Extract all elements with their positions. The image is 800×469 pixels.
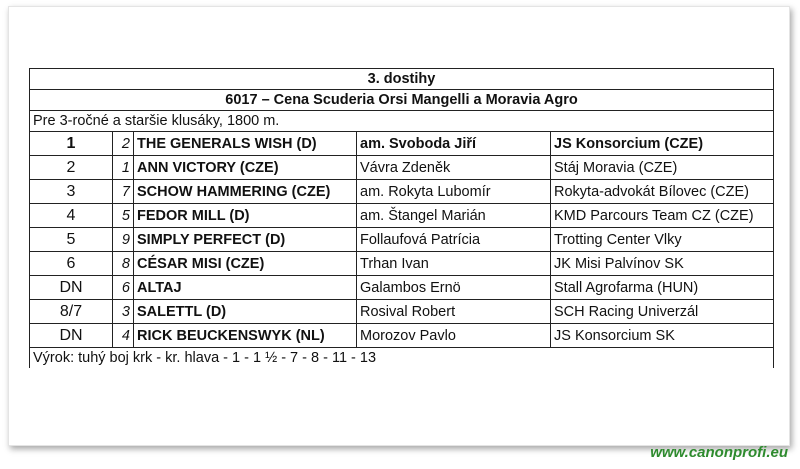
watermark-url: www.canonprofi.eu [650, 444, 788, 461]
start-number: 6 [113, 276, 134, 300]
race-title: 3. dostihy [30, 69, 774, 90]
owner-name: Trotting Center Vlky [551, 228, 774, 252]
owner-name: JK Misi Palvínov SK [551, 252, 774, 276]
start-number: 8 [113, 252, 134, 276]
driver-name: Galambos Ernö [357, 276, 551, 300]
horse-name: FEDOR MILL (D) [134, 204, 357, 228]
start-number: 2 [113, 132, 134, 156]
horse-name: RICK BEUCKENSWYK (NL) [134, 324, 357, 348]
finish-position: 5 [30, 228, 113, 252]
owner-name: Stáj Moravia (CZE) [551, 156, 774, 180]
table-row [30, 276, 774, 300]
table-row [30, 228, 774, 252]
owner-name: Stall Agrofarma (HUN) [551, 276, 774, 300]
start-number: 4 [113, 324, 134, 348]
finish-position: 8/7 [30, 300, 113, 324]
table-row [30, 300, 774, 324]
driver-name: am. Svoboda Jiří [357, 132, 551, 156]
finish-position: DN [30, 276, 113, 300]
owner-name: KMD Parcours Team CZ (CZE) [551, 204, 774, 228]
start-number: 5 [113, 204, 134, 228]
owner-name: JS Konsorcium (CZE) [551, 132, 774, 156]
finish-position: 1 [30, 132, 113, 156]
horse-name: ANN VICTORY (CZE) [134, 156, 357, 180]
owner-name: SCH Racing Univerzál [551, 300, 774, 324]
table-row [30, 252, 774, 276]
race-conditions: Pre 3-ročné a staršie klusáky, 1800 m. [30, 111, 774, 132]
owner-name: JS Konsorcium SK [551, 324, 774, 348]
table-row [30, 180, 774, 204]
driver-name: am. Štangel Marián [357, 204, 551, 228]
start-number: 1 [113, 156, 134, 180]
table-row [30, 324, 774, 348]
race-name: 6017 – Cena Scuderia Orsi Mangelli a Moravia Agro [30, 90, 774, 111]
start-number: 3 [113, 300, 134, 324]
finish-position: 6 [30, 252, 113, 276]
horse-name: SIMPLY PERFECT (D) [134, 228, 357, 252]
driver-name: Follaufová Patrícia [357, 228, 551, 252]
finish-position: 4 [30, 204, 113, 228]
start-number: 7 [113, 180, 134, 204]
driver-name: Vávra Zdeněk [357, 156, 551, 180]
driver-name: Trhan Ivan [357, 252, 551, 276]
finish-position: 3 [30, 180, 113, 204]
start-number: 9 [113, 228, 134, 252]
horse-name: CÉSAR MISI (CZE) [134, 252, 357, 276]
horse-name: THE GENERALS WISH (D) [134, 132, 357, 156]
table-row [30, 204, 774, 228]
table-row [30, 132, 774, 156]
table-row [30, 156, 774, 180]
race-verdict: Výrok: tuhý boj krk - kr. hlava - 1 - 1 ½ - 7 - 8 - 11 - 13 [30, 348, 774, 369]
finish-position: DN [30, 324, 113, 348]
horse-name: SALETTL (D) [134, 300, 357, 324]
horse-name: SCHOW HAMMERING (CZE) [134, 180, 357, 204]
results-table [29, 68, 774, 368]
driver-name: Rosival Robert [357, 300, 551, 324]
driver-name: Morozov Pavlo [357, 324, 551, 348]
horse-name: ALTAJ [134, 276, 357, 300]
finish-position: 2 [30, 156, 113, 180]
driver-name: am. Rokyta Lubomír [357, 180, 551, 204]
owner-name: Rokyta-advokát Bílovec (CZE) [551, 180, 774, 204]
